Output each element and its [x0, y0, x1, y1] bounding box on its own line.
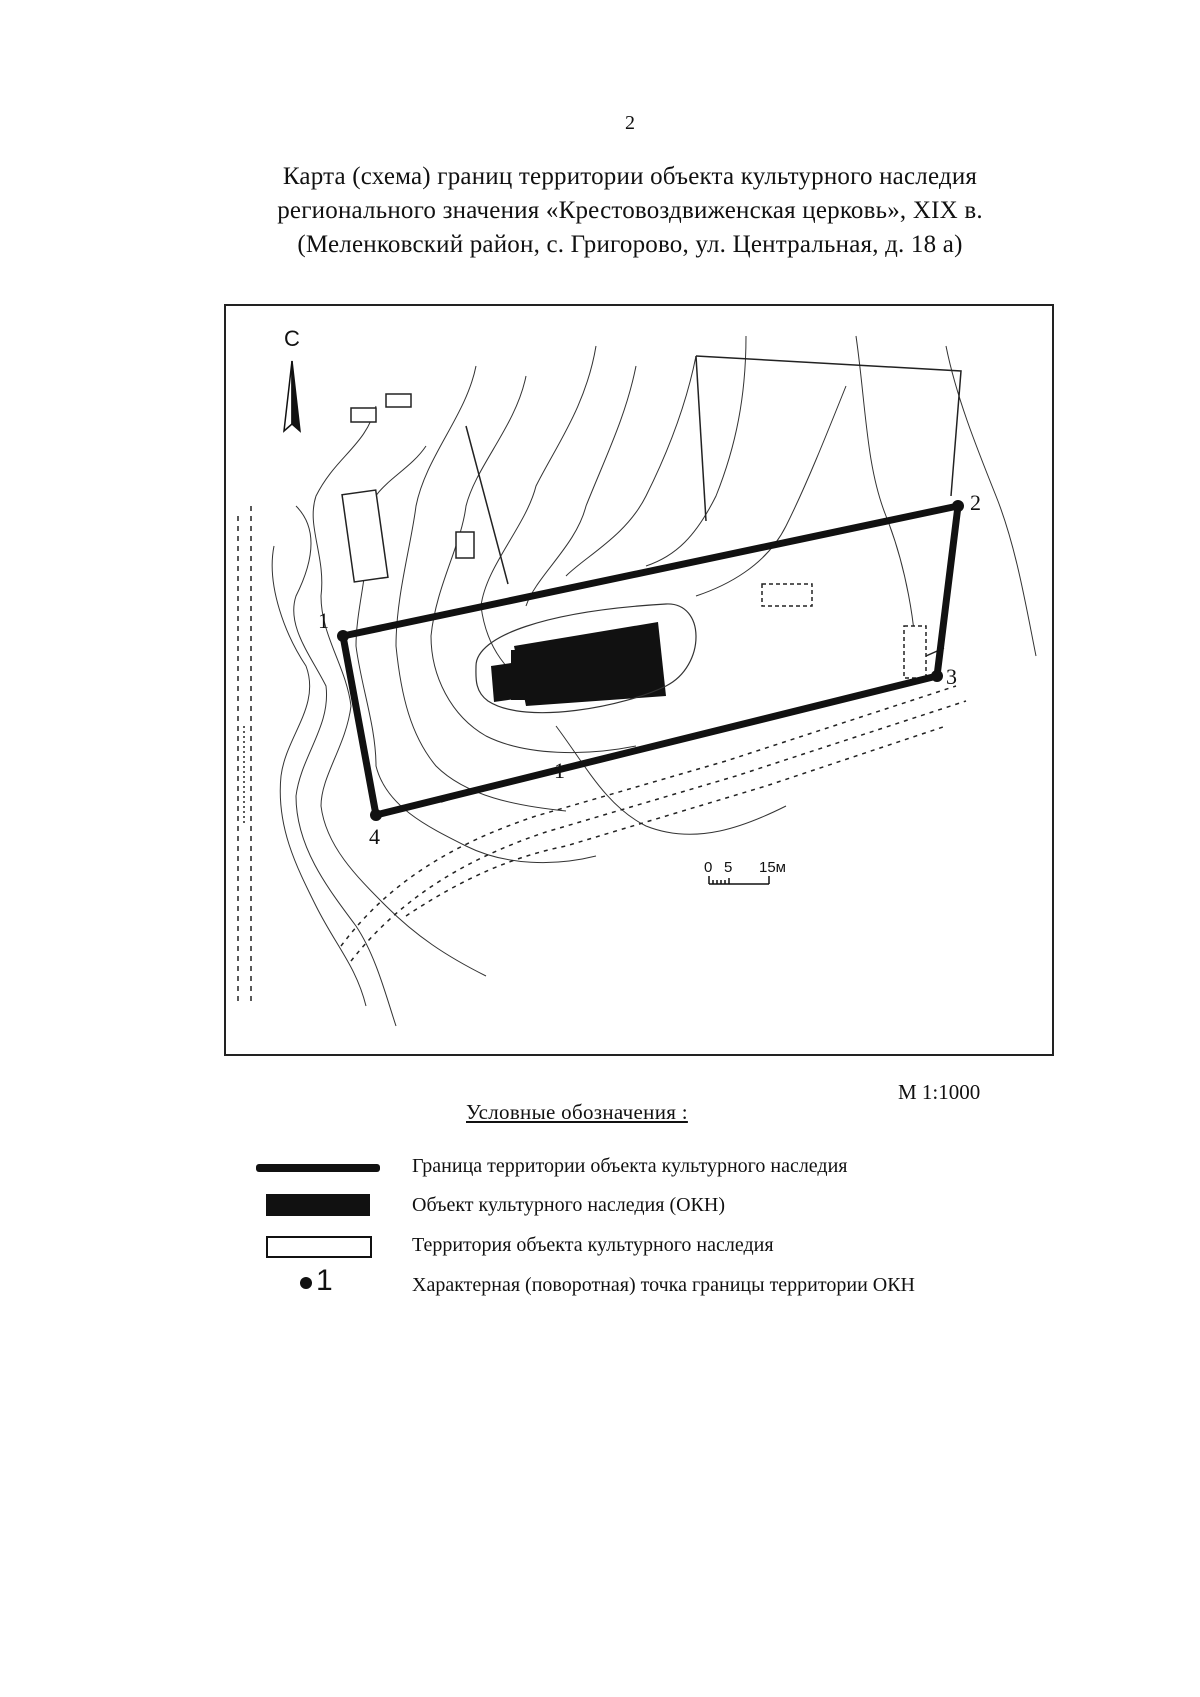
- point-symbol: [250, 1266, 380, 1306]
- boundary-point-3: [931, 670, 943, 682]
- object-fill-symbol: [250, 1186, 380, 1226]
- map-drawing: [226, 306, 1054, 1056]
- boundary-point-2: [952, 500, 964, 512]
- legend-title: Условные обозначения :: [466, 1100, 688, 1124]
- legend-label: Характерная (поворотная) точка границы территории ОКН: [412, 1274, 915, 1296]
- title-line-2: регионального значения «Крестовоздвиженская церковь», XIX в.: [277, 197, 983, 224]
- boundary-point-1: [337, 630, 349, 642]
- page-number: 2: [625, 112, 635, 134]
- north-arrow-icon: [284, 326, 300, 431]
- road-lines: [238, 506, 251, 1006]
- site-map: [224, 304, 1054, 1056]
- point-symbol-number: 1: [316, 1264, 333, 1297]
- territory-empty-symbol: [250, 1226, 380, 1266]
- legend-item-boundary: [250, 1147, 1050, 1187]
- scale-label-5: 5: [724, 859, 733, 876]
- legend-label: Объект культурного наследия (ОКН): [412, 1194, 725, 1216]
- legend-item-point: [250, 1266, 1050, 1306]
- point-label-1: 1: [318, 608, 329, 633]
- map-scale: М 1:1000: [898, 1080, 981, 1104]
- inner-label: 1: [554, 758, 565, 783]
- point-label-4: 4: [369, 824, 380, 849]
- point-label-3: 3: [946, 664, 957, 689]
- legend-item-object: [250, 1186, 1050, 1226]
- document-title: [200, 160, 1060, 262]
- title-line-1: Карта (схема) границ территории объекта культурного наследия: [282, 163, 978, 190]
- north-label: С: [284, 326, 300, 351]
- legend-label: Граница территории объекта культурного наследия: [412, 1155, 848, 1177]
- scale-bar: [709, 876, 769, 884]
- title-line-3: (Меленковский район, с. Григорово, ул. Центральная, д. 18 а): [297, 231, 963, 258]
- boundary-line-symbol: [250, 1147, 380, 1187]
- point-label-2: 2: [970, 490, 981, 515]
- boundary-point-4: [370, 809, 382, 821]
- legend-item-territory: [250, 1226, 1050, 1266]
- bottom-road-dashed: [341, 686, 966, 961]
- heritage-object: [491, 622, 666, 706]
- legend-label: Территория объекта культурного наследия: [412, 1234, 774, 1256]
- scale-label-15: 15м: [759, 859, 786, 876]
- scale-label-0: 0: [704, 859, 713, 876]
